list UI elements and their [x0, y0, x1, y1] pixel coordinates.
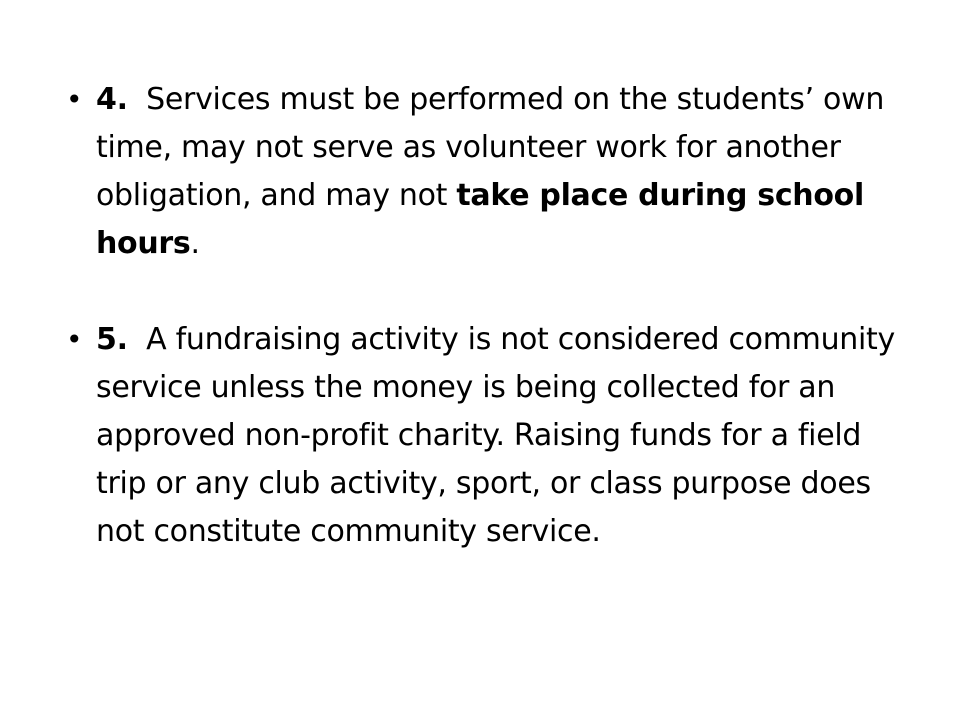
bullet-item-4	[66, 76, 896, 268]
bullet-number: 5.	[96, 322, 128, 357]
bullet-item-5	[66, 316, 905, 556]
bullet-list	[66, 76, 905, 604]
bullet-number: 4.	[96, 82, 128, 117]
bullet-text: A fundraising activity is not considered community service unless the money is being collected for an approved non-profit charity. Raising funds for a field trip or any club activity, sport, or class purpose does not constitute community service.	[96, 322, 905, 549]
bullet-text-end: .	[190, 226, 200, 261]
bullet-emphasis: take place during school hours	[96, 178, 864, 261]
bullet-text: Services must be performed on the students’ own time, may not serve as volunteer work for another obligation, and may not	[96, 82, 894, 213]
